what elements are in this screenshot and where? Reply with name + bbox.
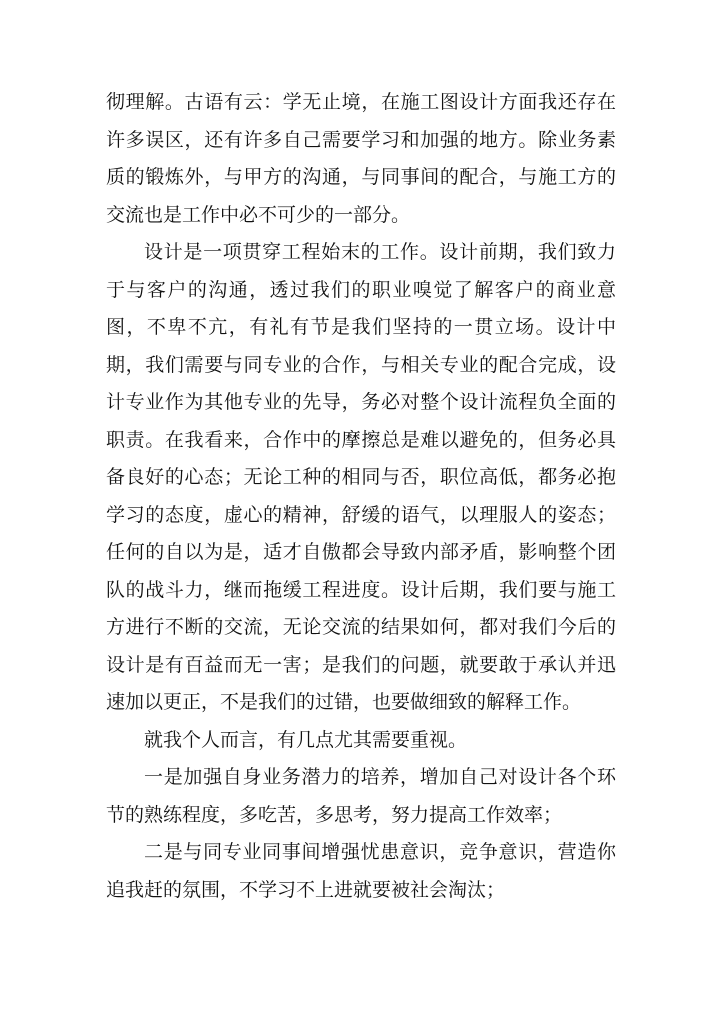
paragraph-1: 彻理解。古语有云：学无止境，在施工图设计方面我还存在许多误区，还有许多自己需要学习和加强的地方。除业务素质的锻炼外，与甲方的沟通，与同事间的配合，与施工方的交流也是工作中必不可少的一部分。 — [106, 91, 616, 226]
paragraph-3: 就我个人而言，有几点尤其需要重视。 — [144, 728, 468, 751]
document-page — [106, 84, 616, 909]
paragraph-2: 设计是一项贯穿工程始末的工作。设计前期，我们致力于与客户的沟通，透过我们的职业嗅觉了解客户的商业意图，不卑不亢，有礼有节是我们坚持的一贯立场。设计中期，我们需要与同专业的合作，与相关专业的配合完成，设计专业作为其他专业的先导，务必对整个设计流程负全面的职责。在我看来，合作中的摩擦总是难以避免的，但务必具备良好的心态；无论工种的相同与否，职位高低，都务必抱学习的态度，虚心的精神，舒缓的语气，以理服人的姿态；任何的自以为是，适才自傲都会导致内部矛盾，影响整个团队的战斗力，继而拖缓工程进度。设计后期，我们要与施工方进行不断的交流，无论交流的结果如何，都对我们今后的设计是有百益而无一害；是我们的问题，就要敢于承认并迅速加以更正，不是我们的过错，也要做细致的解释工作。 — [106, 241, 616, 713]
paragraph-5: 二是与同专业同事间增强忧患意识，竞争意识，营造你追我赶的氛围，不学习不上进就要被社会淘汰； — [106, 841, 616, 901]
paragraph-4: 一是加强自身业务潜力的培养，增加自己对设计各个环节的熟练程度，多吃苦，多思考，努力提高工作效率； — [106, 766, 616, 826]
